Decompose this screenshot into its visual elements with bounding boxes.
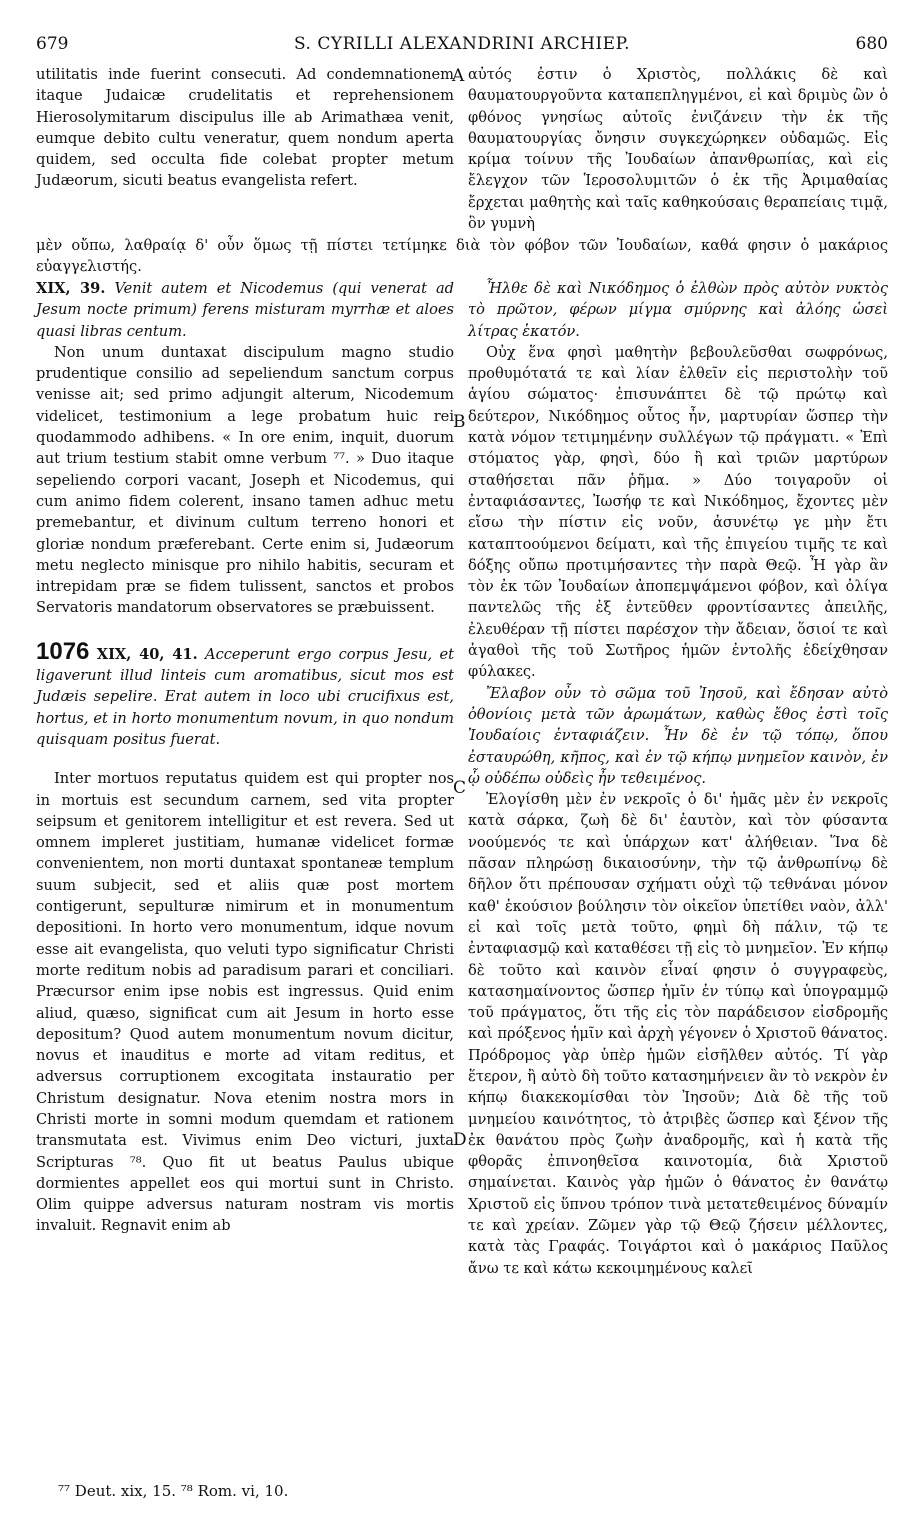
running-header — [36, 34, 888, 58]
greek-column — [468, 278, 888, 1279]
latin-paragraph-1: utilitatis inde fuerint consecuti. Ad condemnationem itaque Judaicæ crudelitatis et reprehensionem Hierosolymitarum discipulus ille ab Arimathæa venit, eumque debito cultu veneratur, quem nondum aperta quidem, sed occulta fide colebat propter metum Judæorum, sicuti beatus evangelista refert. — [36, 66, 454, 190]
footnotes: ⁷⁷ Deut. xix, 15. ⁷⁸ Rom. vi, 10. — [58, 1482, 289, 1500]
greek-column-top — [468, 64, 888, 234]
greek-paragraph-3: Ἐλογίσθη μὲν ἐν νεκροῖς ὁ δι' ἡμᾶς μὲν ἐν νεκροῖς κατὰ σάρκα, ζωὴ δὲ δι' ἑαυτὸν, καὶ τὸν φύσαντα νοούμενός τε καὶ ὑπάρχων κατ' ἀλήθειαν. Ἵνα δὲ πᾶσαν πληρώσῃ δικαιοσύνην, τὴν τῷ ἀνθρωπίνῳ δὲ δῆλον ὅτι πρέπουσαν σχήματι οὐχὶ τῷ τεθνάναι μόνον καθ' ἑκούσιον βούλησιν τὸν οἰκεῖον ὑπετίθει ναὸν, ἀλλ' εἰ καὶ τοῖς μετὰ τοῦτο, φημὶ δὴ πάλιν, τῷ τε ἐνταφιασμῷ καὶ καταθέσει τῇ εἰς τὸ μνημεῖον. Ἐν κήπῳ δὲ τοῦτο καὶ καινὸν εἶναί φησιν ὁ συγγραφεὺς, κατασημαίνοντος ὥσπερ ἡμῖν ἐν τύπῳ καὶ ὑπογραμμῷ τοῦ πράγματος, ὅτι τῆς εἰς τὸν παράδεισον εἰσδρομῆς καὶ πρόξενος ἡμῖν καὶ ἀρχὴ γέγονεν ὁ Χριστοῦ θάνατος. Πρόδρομος γὰρ ὑπὲρ ἡμῶν εἰσῆλθεν αὐτός. Τί γὰρ ἕτερον, ἢ αὐτὸ δὴ τοῦτο κατασημήνειεν ἂν τὸ νεκρὸν ἐν κήπῳ διακεκομίσθαι τὸν Ἰησοῦν; Διὰ δὲ τῆς τοῦ μνημείου καινότητος, τὸ ἀτριβὲς ὥσπερ καὶ ξένον τῆς ἐκ θανάτου πρὸς ζωὴν ἀναδρομῆς, καὶ ἡ κατὰ τῆς φθορᾶς ἐπινοηθεῖσα καινοτομία, διὰ Χριστοῦ σημαίνεται. Καινὸς γὰρ ἡμῶν ὁ θάνατος ἐν θανάτῳ Χριστοῦ εἰς ὕπνου τρόπον τινὰ μετατεθειμένος δύναμίν τε καὶ χρείαν. Ζῶμεν γὰρ τῷ Θεῷ ζήσειν μέλλοντες, κατὰ τὰς Γραφάς. Τοιγάρτοι καὶ ὁ μακάριος Παῦλος ἄνω τε καὶ κάτω κεκοιμημένους καλεῖ — [468, 791, 888, 1277]
spacer — [36, 619, 454, 641]
latin-lemma-1 — [36, 278, 454, 342]
latin-lemma-2-ref: XIX, 40, 41. — [96, 645, 198, 663]
column-number: 1076 — [36, 637, 90, 665]
margin-marker-d: D — [453, 1130, 467, 1150]
latin-lemma-1-ref: XIX, 39. — [36, 280, 106, 297]
latin-lemma-2 — [36, 637, 455, 750]
margin-marker-b: B — [453, 412, 466, 432]
greek-paragraph-2: Οὐχ ἕνα φησὶ μαθητὴν βεβουλεῦσθαι σωφρόνως, προθυμότατά τε καὶ λίαν ἐλθεῖν εἰς περιστολὴν τοῦ ἁγίου σώματος· ἐπισυνάπτει δὲ τῷ πρώτῳ καὶ δεύτερον, Νικόδημος οὗτος ἦν, μαρτυρίαν ὥσπερ τὴν κατὰ νόμον τετιμημένην συλλέγων τῷ πράγματι. « Ἐπὶ στόματος γὰρ, φησὶ, δύο ἢ καὶ τριῶν μαρτύρων σταθήσεται πᾶν ῥῆμα. » Δύο τοιγαροῦν οἱ ἐνταφιάσαντες, Ἰωσήφ τε καὶ Νικόδημος, ἔχοντες μὲν εἴσω τὴν πίστιν εἰς νοῦν, ἀσυνέτῳ γε μὴν ἔτι καταπτοούμενοι δείματι, καὶ τῆς ἐπιγείου τιμῆς τε καὶ δόξης οὔπω προτιμήσαντες τὴν παρὰ Θεῷ. Ἦ γὰρ ἂν τὸν ἐκ τῶν Ἰουδαίων ἀποπεμψάμενοι φόβον, καὶ ὀλίγα παντελῶς τῆς ἐξ ἐντεῦθεν φροντίσαντες ἀπειλῆς, ἐλευθέραν τῇ πίστει παρέσχον τὴν ἄδειαν, ὅσιοί τε καὶ ἀγαθοὶ τῆς τοῦ Σωτῆρος ἡμῶν ἐντολῆς ἐδείχθησαν φύλακες. — [468, 343, 888, 681]
latin-paragraph-3: Inter mortuos reputatus quidem est qui propter nos in mortuis est secundum carnem, sed vita propter seipsum et genitorem intelligitur et est revera. Sed ut omnem impleret justitiam, humanæ videlicet formæ convenientem, non morti duntaxat spontaneæ templum suum subjecit, sed et aliis quæ post mortem contigerunt, sepulturæ nimirum et in monumentum depositioni. In horto vero monumentum, idque novum esse ait evangelista, quo veluti typo significatur Christi morte reditum nobis ad paradisum parari et conciliari. Præcursor enim ipse nobis est ingressus. Quid enim aliud, quæso, significat cum ait Jesum in horto esse depositum? Quod autem monumentum novum dicitur, novus et inauditus e morte ad vitam reditus, et adversus corruptionem excogitata instauratio per Christum designatur. Nova etenim nostra mors in Christi morte in somni modum quemdam et rationem transmutata est. Vivimus enim Deo victuri, juxta Scripturas ⁷⁸. Quo fit ut beatus Paulus ubique dormientes appellet eos qui mortui sunt in Christo. Olim quippe adversus naturam nostram vis mortis invaluit. Regnavit enim ab — [36, 770, 454, 1235]
latin-lemma-2-text: Acceperunt ergo corpus Jesu, et ligaverunt illud linteis cum aromatibus, sicut mos est Judæis sepelire. Erat autem in loco ubi crucifixus est, hortus, et in horto monumentum novum, in quo nondum quisquam positus fuerat. — [36, 645, 455, 748]
greek-lemma-2: Ἔλαβον οὖν τὸ σῶμα τοῦ Ἰησοῦ, καὶ ἔδησαν αὐτὸ ὀθονίοις μετὰ τῶν ἀρωμάτων, καθὼς ἔθος ἐστὶ τοῖς Ἰουδαίοις ἐνταφιάζειν. Ἦν δὲ ἐν τῷ τόπῳ, ὅπου ἐσταυρώθη, κῆπος, καὶ ἐν τῷ κήπῳ μνημεῖον καινὸν, ἐν ᾧ οὐδέπω οὐδεὶς ἦν τεθειμένος. — [468, 684, 888, 787]
latin-column — [36, 278, 454, 1237]
greek-paragraph-1: αὐτός ἐστιν ὁ Χριστὸς, πολλάκις δὲ καὶ θαυματουργοῦντα καταπεπληγμένοι, εἰ καὶ δριμὺς ὢν ὁ φθόνος γνησίως αὐτοῖς ἐνιζάνειν τὴν ἐκ τῆς θαυματουργίας ὄνησιν συγκεχώρηκεν οὐδαμῶς. Εἰς κρίμα τοίνυν τῆς Ἰουδαίων ἀπανθρωπίας, καὶ εἰς ἔλεγχον τῶν Ἱεροσολυμιτῶν ὁ ἐκ τῆς Ἀριμαθαίας ἔρχεται μαθητὴς καὶ ταῖς καθηκούσαις θεραπείαις τιμᾷ, ὃν γυμνὴ — [468, 66, 888, 233]
latin-paragraph-2: Non unum duntaxat discipulum magno studio prudentique consilio ad sepeliendum sanctum corpus venisse ait; sed primo adjungit alterum, Nicodemum videlicet, testimonium a lege probatum huic rei quodammodo adhibens. « In ore enim, inquit, duorum aut trium testium stabit omne verbum ⁷⁷. » Duo itaque sepeliendo corpori vacant, Joseph et Nicodemus, qui cum animo fidem colerent, insano tamen adhuc metu premebantur, et divinum cultum terreno honori et gloriæ nondum præferebant. Certe enim si, Judæorum metu neglecto minisque pro nihilo habitis, securam et intrepidam præ se fidem tulissent, sanctos et probos Servatoris mandatorum observatores se præbuissent. — [36, 343, 454, 617]
full-width-line: μὲν οὔπω, λαθραίᾳ δ' οὖν ὅμως τῇ πίστει τετίμηκε διὰ τὸν φόβον τῶν Ἰουδαίων, καθά φησιν ὁ μακάριος εὐαγγελιστής. — [36, 237, 888, 276]
latin-column-top — [36, 64, 454, 192]
latin-lemma-1-text: Venit autem et Nicodemus (qui venerat ad Jesum nocte primum) ferens misturam myrrhæ et aloes quasi libras centum. — [36, 280, 455, 340]
running-title: S. CYRILLI ALEXANDRINI ARCHIEP. — [294, 34, 630, 54]
margin-marker-a: A — [452, 66, 465, 86]
page-number-left: 679 — [36, 34, 69, 54]
greek-lemma-1: Ἦλθε δὲ καὶ Νικόδημος ὁ ἐλθὼν πρὸς αὐτὸν νυκτὸς τὸ πρῶτον, φέρων μίγμα σμύρνης καὶ ἀλόης ὡσεὶ λίτρας ἑκατόν. — [468, 280, 888, 340]
spacer — [36, 750, 454, 768]
page-number-right: 680 — [855, 34, 888, 54]
margin-marker-c: C — [453, 778, 467, 798]
